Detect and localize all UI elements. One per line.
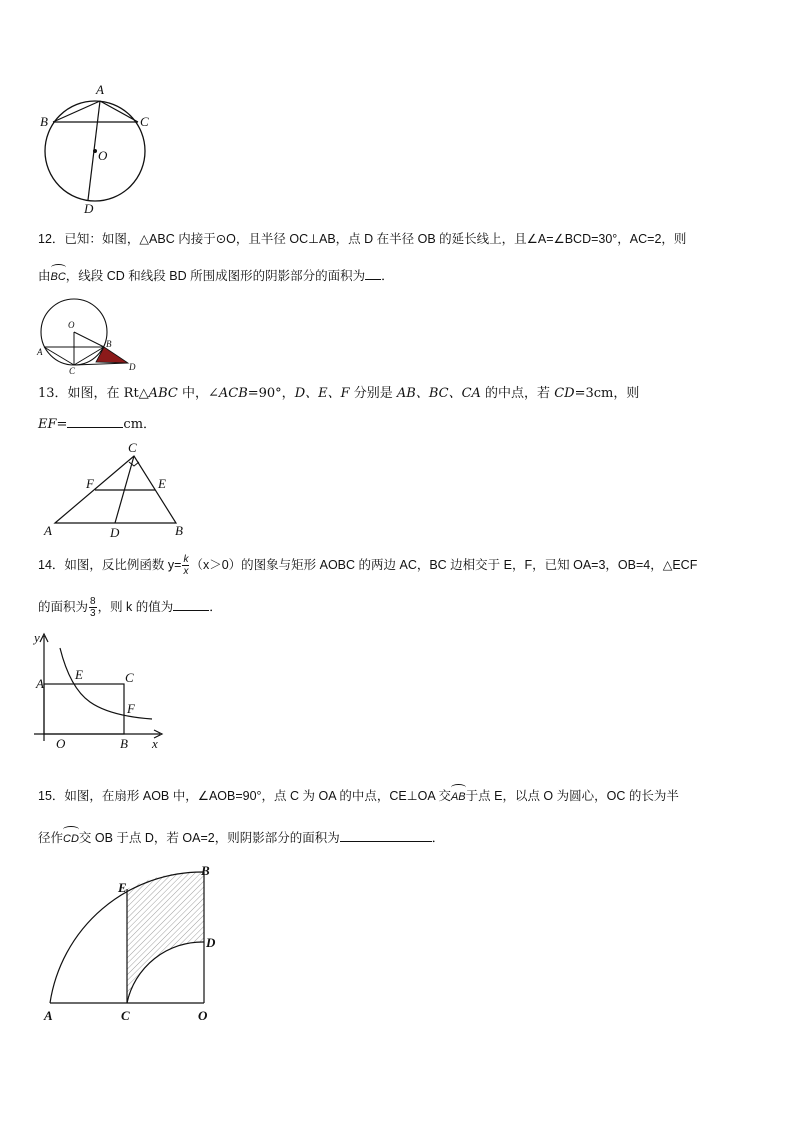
q13-text-f: D、E、F — [294, 386, 350, 401]
q15-label-e: E — [118, 880, 127, 895]
q13-label-b: B — [175, 523, 183, 538]
q14-line2 — [38, 596, 758, 619]
q15-text-post: 于点 E，以点 O 为圆心，OC 的长为半 — [465, 789, 679, 803]
q13-text-j: CD — [554, 386, 575, 401]
q12-answer-blank — [365, 267, 381, 280]
figure-q13-triangle — [38, 438, 198, 540]
q13-label-c: C — [128, 440, 137, 455]
q15-line2 — [38, 826, 758, 849]
q13-text-k: =3cm，则 — [574, 386, 640, 401]
figure-q15-sector — [36, 862, 226, 1026]
figure-q11-circle — [36, 82, 156, 217]
q12-label-o: O — [68, 320, 75, 330]
q13-text-cm: cm． — [123, 417, 157, 432]
label-o: O — [98, 148, 108, 163]
q14-frac2-num: 8 — [90, 596, 96, 607]
q14-fraction-k-over-x — [182, 554, 189, 577]
q14-frac2-den: 3 — [90, 608, 96, 619]
q13-text-g: 分别是 — [349, 386, 397, 401]
q12-line2 — [38, 264, 758, 287]
q14-line1 — [38, 554, 758, 577]
q13-text-e: =90°， — [247, 386, 295, 401]
q14-frac-den: x — [183, 566, 189, 577]
q13-text-b: △ABC — [138, 386, 178, 401]
q15-answer-blank — [340, 829, 432, 842]
figure-q12-circle-shaded — [36, 296, 136, 376]
q13-text-ef: EF — [38, 417, 57, 432]
q12-label-d: D — [129, 362, 136, 372]
q14-label-e: E — [75, 667, 83, 682]
q14-text-line2-pre: 的面积为 — [38, 599, 89, 614]
q14-label-b: B — [120, 736, 128, 751]
q13-line2 — [38, 415, 758, 435]
q12-text-line2-pre: 由 — [38, 269, 51, 283]
q15-label-d: D — [206, 935, 216, 950]
q15-text-line2-post: 交 OB 于点 D，若 OA=2，则阴影部分的面积为 — [78, 831, 340, 845]
q15-arc-cd: CD — [63, 826, 79, 849]
q14-label-c: C — [125, 670, 134, 685]
q13-text-i: 的中点，若 — [480, 386, 555, 401]
figure-q14-hyperbola — [30, 628, 170, 754]
q13-label-f: F — [86, 476, 94, 491]
q14-text-pre: 14．如图，反比例函数 y= — [38, 557, 182, 572]
q15-period: ． — [431, 831, 445, 845]
label-d: D — [84, 201, 94, 216]
q14-label-f: F — [127, 701, 135, 716]
q13-text-h: AB、BC、CA — [396, 386, 481, 401]
q15-arc-ab: AB — [451, 784, 466, 807]
q14-text-post: （x＞0）的图象与矩形 AOBC 的两边 AC，BC 边相交于 E，F，已知 OA=3，OB=4，△ECF — [190, 557, 698, 572]
label-c: C — [140, 114, 149, 129]
q13-label-d: D — [110, 525, 120, 540]
q15-text-line2-pre: 径作 — [38, 831, 64, 845]
q14-frac-num: k — [183, 554, 189, 565]
q13-text-a: 13．如图，在 Rt — [38, 386, 139, 401]
q12-label-a: A — [37, 347, 43, 357]
q13-text-d: ∠ACB — [207, 386, 248, 401]
q12-line1 — [38, 229, 758, 249]
q15-text-pre: 15．如图，在扇形 AOB 中，∠AOB=90°，点 C 为 OA 的中点，CE⊥OA 交 — [38, 789, 451, 803]
q14-label-y: y — [34, 630, 40, 645]
q13-label-a: A — [44, 523, 52, 538]
q14-text-line2-post: ，则 k 的值为 — [97, 599, 174, 614]
q15-label-c: C — [121, 1008, 130, 1023]
label-b: B — [40, 114, 48, 129]
q14-label-a: A — [36, 676, 44, 691]
q14-period: ． — [209, 599, 222, 614]
label-a: A — [96, 82, 104, 97]
q14-label-x: x — [152, 736, 158, 751]
q15-label-a: A — [44, 1008, 53, 1023]
q14-label-o: O — [56, 736, 66, 751]
q13-text-eq: = — [56, 417, 68, 432]
q13-answer-blank — [67, 415, 123, 428]
q12-text-line1: 12．已知：如图，△ABC 内接于⊙O，且半径 OC⊥AB，点 D 在半径 OB 的延长线上，且∠A=∠BCD=30°，AC=2，则 — [38, 232, 687, 246]
q12-label-b: B — [106, 339, 112, 349]
q12-period: ． — [381, 269, 394, 283]
q15-label-b: B — [201, 863, 210, 878]
q12-text-line2-post: ，线段 CD 和线段 BD 所围成图形的阴影部分的面积为 — [65, 269, 366, 283]
q13-label-e: E — [158, 476, 166, 491]
q12-arc-bc: BC — [51, 264, 66, 287]
q14-fraction-8-over-3 — [89, 596, 97, 619]
q15-line1 — [38, 784, 758, 807]
q13-line1 — [38, 384, 758, 404]
q13-text-c: 中， — [177, 386, 208, 401]
q12-label-c: C — [69, 366, 76, 376]
q14-answer-blank — [173, 598, 209, 611]
q15-label-o: O — [198, 1008, 208, 1023]
